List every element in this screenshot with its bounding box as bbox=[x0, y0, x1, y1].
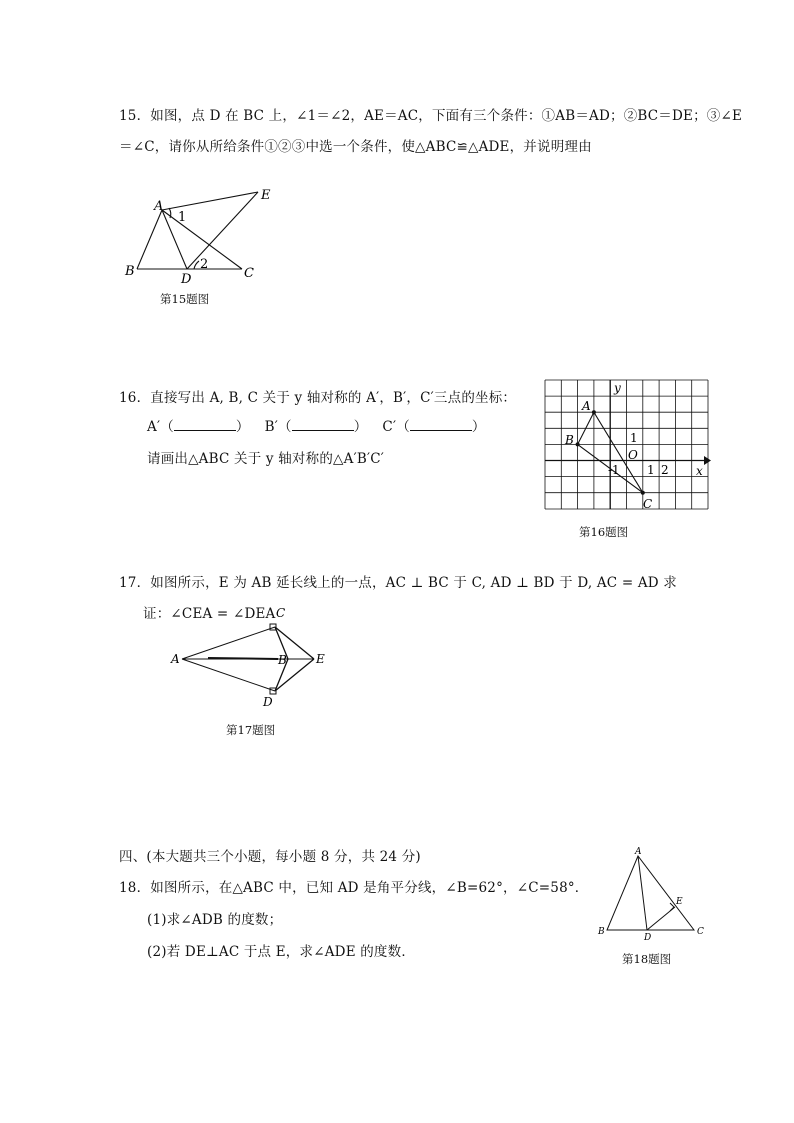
q17-label-C: C bbox=[276, 606, 286, 620]
q16-b-label: B′（ bbox=[264, 419, 292, 435]
q16-label-y: y bbox=[614, 381, 621, 395]
q18-figure bbox=[595, 846, 710, 944]
q15-angle-2: 2 bbox=[200, 257, 209, 272]
q17-label-A: A bbox=[171, 652, 180, 666]
q18-label-B: B bbox=[598, 927, 605, 937]
q16-answer-row: A′（ ） B′（ ） C′（ ） bbox=[147, 419, 486, 435]
q15-caption: 第15题图 bbox=[160, 292, 210, 306]
q15-label-C: C bbox=[244, 266, 254, 281]
q16-c-label: C′（ bbox=[382, 419, 410, 435]
q17-label-E: E bbox=[316, 652, 325, 666]
q16-label-C: C bbox=[643, 497, 653, 511]
q17-caption: 第17题图 bbox=[226, 723, 276, 737]
q16-a-blank[interactable] bbox=[174, 418, 236, 431]
q15-label-A: A bbox=[154, 199, 164, 214]
q17-label-D: D bbox=[263, 695, 273, 709]
q18-caption: 第18题图 bbox=[622, 952, 672, 966]
section4-heading: 四、(本大题共三个小题，每小题 8 分，共 24 分) bbox=[119, 849, 421, 865]
q16-text-line1: 16．直接写出 A, B, C 关于 y 轴对称的 A′，B′，C′三点的坐标： bbox=[119, 390, 517, 406]
q16-c-blank[interactable] bbox=[410, 418, 472, 431]
q16-a-label: A′（ bbox=[147, 419, 174, 435]
q15-text-line1: 15．如图，点 D 在 BC 上，∠1＝∠2，AE＝AC，下面有三个条件：①AB＝AD；②BC＝DE；③∠E bbox=[119, 108, 743, 124]
q15-text-line2: ＝∠C，请你从所给条件①②③中选一个条件，使△ABC≌△ADE，并说明理由 bbox=[119, 139, 592, 155]
q16-caption: 第16题图 bbox=[579, 525, 629, 539]
q15-label-E: E bbox=[261, 188, 271, 203]
q16-label-A: A bbox=[582, 399, 591, 413]
q15-label-D: D bbox=[181, 272, 192, 287]
q17-label-B: B bbox=[278, 653, 287, 667]
q18-label-A: A bbox=[635, 847, 642, 857]
q16-label-neg1: -1 bbox=[608, 463, 620, 477]
q18-label-E: E bbox=[676, 897, 683, 907]
q16-b-blank[interactable] bbox=[292, 418, 354, 431]
q18-sub1: (1)求∠ADB 的度数； bbox=[147, 912, 283, 928]
q16-label-O: O bbox=[628, 448, 638, 462]
q16-label-one-y: 1 bbox=[630, 431, 638, 445]
q16-label-one-x: 1 bbox=[647, 463, 655, 477]
q18-label-C: C bbox=[697, 927, 704, 937]
q17-text-line1: 17．如图所示，E 为 AB 延长线上的一点，AC ⊥ BC 于 C, AD ⊥ BD 于 D, AC = AD 求 bbox=[119, 575, 677, 591]
q18-label-D: D bbox=[644, 933, 652, 943]
q16-label-B: B bbox=[565, 433, 574, 447]
q16-label-two-x: 2 bbox=[661, 463, 669, 477]
q16-label-x: x bbox=[696, 464, 703, 478]
q15-label-B: B bbox=[125, 264, 135, 279]
q17-text-line2: 证：∠CEA = ∠DEA bbox=[143, 606, 276, 622]
q15-figure bbox=[120, 182, 280, 287]
q15-angle-1: 1 bbox=[178, 210, 187, 225]
q16-text-line3: 请画出△ABC 关于 y 轴对称的△A′B′C′ bbox=[147, 451, 385, 467]
q18-sub2: (2)若 DE⊥AC 于点 E，求∠ADE 的度数． bbox=[147, 944, 416, 960]
q16-grid-figure bbox=[544, 379, 712, 513]
q18-text-line1: 18．如图所示，在△ABC 中，已知 AD 是角平分线，∠B=62°，∠C=58°． bbox=[119, 880, 589, 896]
